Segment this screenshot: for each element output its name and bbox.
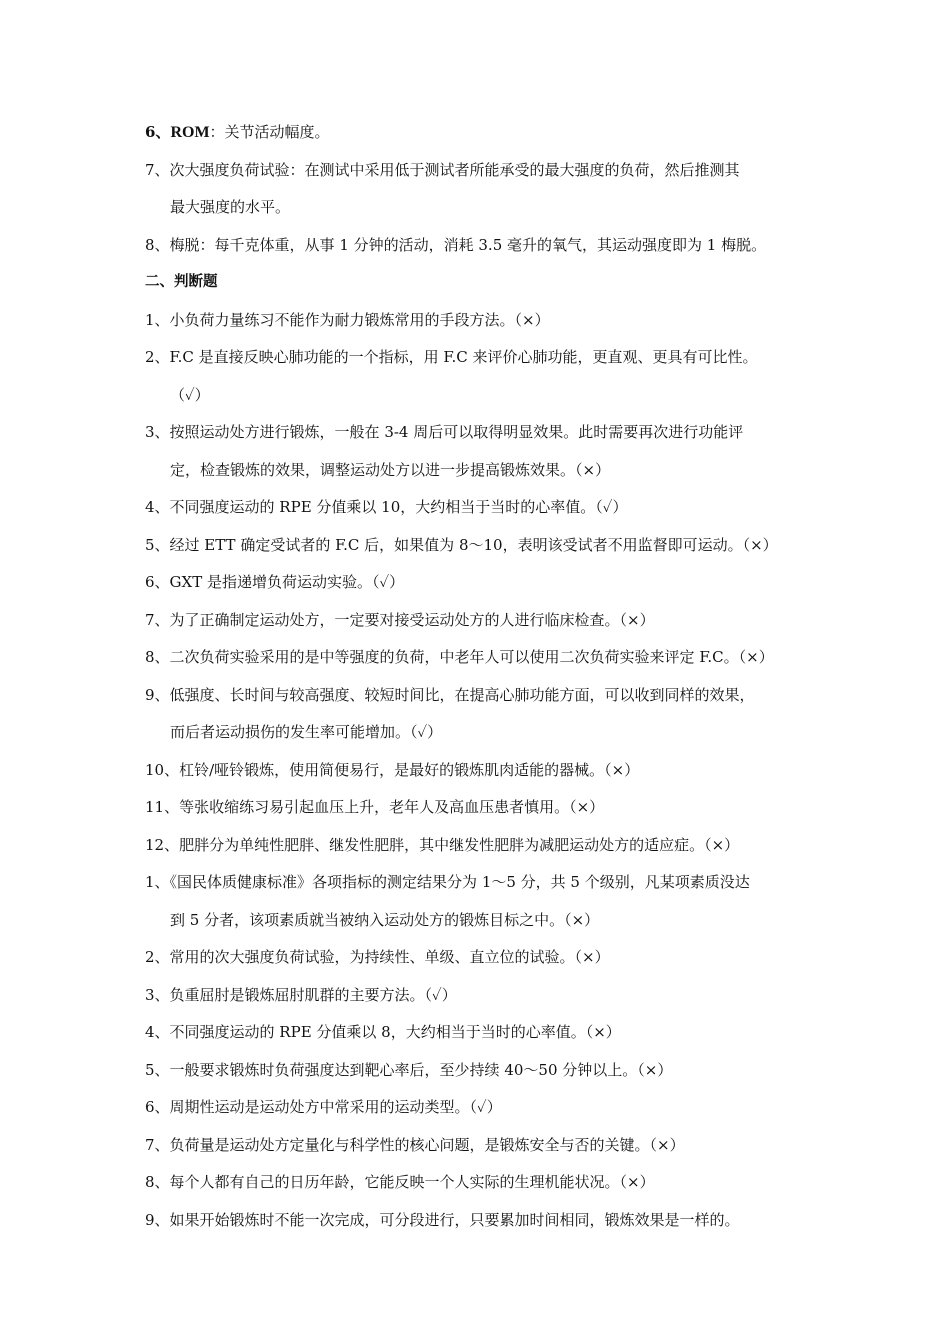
text-line: 6、GXT 是指递增负荷运动实验。（✓）	[145, 573, 405, 591]
text-line: 8、每个人都有自己的日历年龄，它能反映一个人实际的生理机能状况。（×）	[145, 1173, 655, 1191]
definition-line	[145, 114, 825, 152]
term-label: ROM	[170, 124, 210, 141]
document-body	[145, 114, 825, 1239]
continuation-line: （✓）	[170, 385, 210, 404]
item-number: 6、	[145, 123, 171, 141]
continuation-line: 到 5 分者，该项素质就当被纳入运动处方的锻炼目标之中。（×）	[170, 910, 600, 929]
text-line: 7、为了正确制定运动处方，一定要对接受运动处方的人进行临床检查。（×）	[145, 610, 655, 629]
text-line: 1、《国民体质健康标准》各项指标的测定结果分为 1～5 分，共 5 个级别，凡某项素质没达	[145, 873, 750, 891]
text-line: 9、低强度、长时间与较高强度、较短时间比，在提高心肺功能方面，可以收到同样的效果，	[145, 685, 755, 704]
text-line: 2、F.C 是直接反映心肺功能的一个指标，用 F.C 来评价心肺功能，更直观、更具有可比性。	[145, 348, 758, 366]
text-line: 5、一般要求锻炼时负荷强度达到靶心率后，至少持续 40～50 分钟以上。（×）	[145, 1060, 673, 1079]
text-line: 4、不同强度运动的 RPE 分值乘以 8，大约相当于当时的心率值。（×）	[145, 1023, 621, 1041]
text-line: 7、负荷量是运动处方定量化与科学性的核心问题，是锻炼安全与否的关键。（×）	[145, 1135, 685, 1154]
text-line: 6、周期性运动是运动处方中常采用的运动类型。（✓）	[145, 1098, 502, 1116]
continuation-line: 定，检查锻炼的效果，调整运动处方以进一步提高锻炼效果。（×）	[170, 460, 611, 479]
continuation-line: 而后者运动损伤的发生率可能增加。（✓）	[170, 723, 443, 741]
text-line: 5、经过 ETT 确定受试者的 F.C 后，如果值为 8～10，表明该受试者不用监督即可运动。（×）	[145, 535, 778, 554]
text-line: 7、次大强度负荷试验：在测试中采用低于测试者所能承受的最大强度的负荷，然后推测其	[145, 160, 740, 179]
text-line: 3、负重屈肘是锻炼屈肘肌群的主要方法。（✓）	[145, 985, 457, 1004]
text-line: 2、常用的次大强度负荷试验，为持续性、单级、直立位的试验。（×）	[145, 948, 610, 966]
text-line: 9、如果开始锻炼时不能一次完成，可分段进行，只要累加时间相同，锻炼效果是一样的。	[145, 1210, 740, 1229]
text-line: 8、梅脱：每千克体重，从事 1 分钟的活动，消耗 3.5 毫升的氧气，其运动强度即为 1 梅脱。	[145, 235, 767, 254]
text-line: 4、不同强度运动的 RPE 分值乘以 10，大约相当于当时的心率值。（✓）	[145, 498, 628, 516]
section-heading: 二、判断题	[145, 274, 218, 290]
text-line: 10、杠铃/哑铃锻炼，使用简便易行，是最好的锻炼肌肉适能的器械。（×）	[145, 760, 640, 779]
text-line: 8、二次负荷实验采用的是中等强度的负荷，中老年人可以使用二次负荷实验来评定 F.C。（×）	[145, 648, 774, 666]
definition-text: ：关节活动幅度。	[209, 123, 330, 141]
continuation-line: 最大强度的水平。	[170, 198, 291, 216]
text-line: 12、肥胖分为单纯性肥胖、继发性肥胖，其中继发性肥胖为减肥运动处方的适应症。（×）	[145, 835, 740, 854]
text-line: 3、按照运动处方进行锻炼，一般在 3-4 周后可以取得明显效果。此时需要再次进行功能评	[145, 423, 744, 441]
text-line: 1、小负荷力量练习不能作为耐力锻炼常用的手段方法。（×）	[145, 310, 550, 329]
text-line: 11、等张收缩练习易引起血压上升，老年人及高血压患者慎用。（×）	[145, 798, 605, 816]
